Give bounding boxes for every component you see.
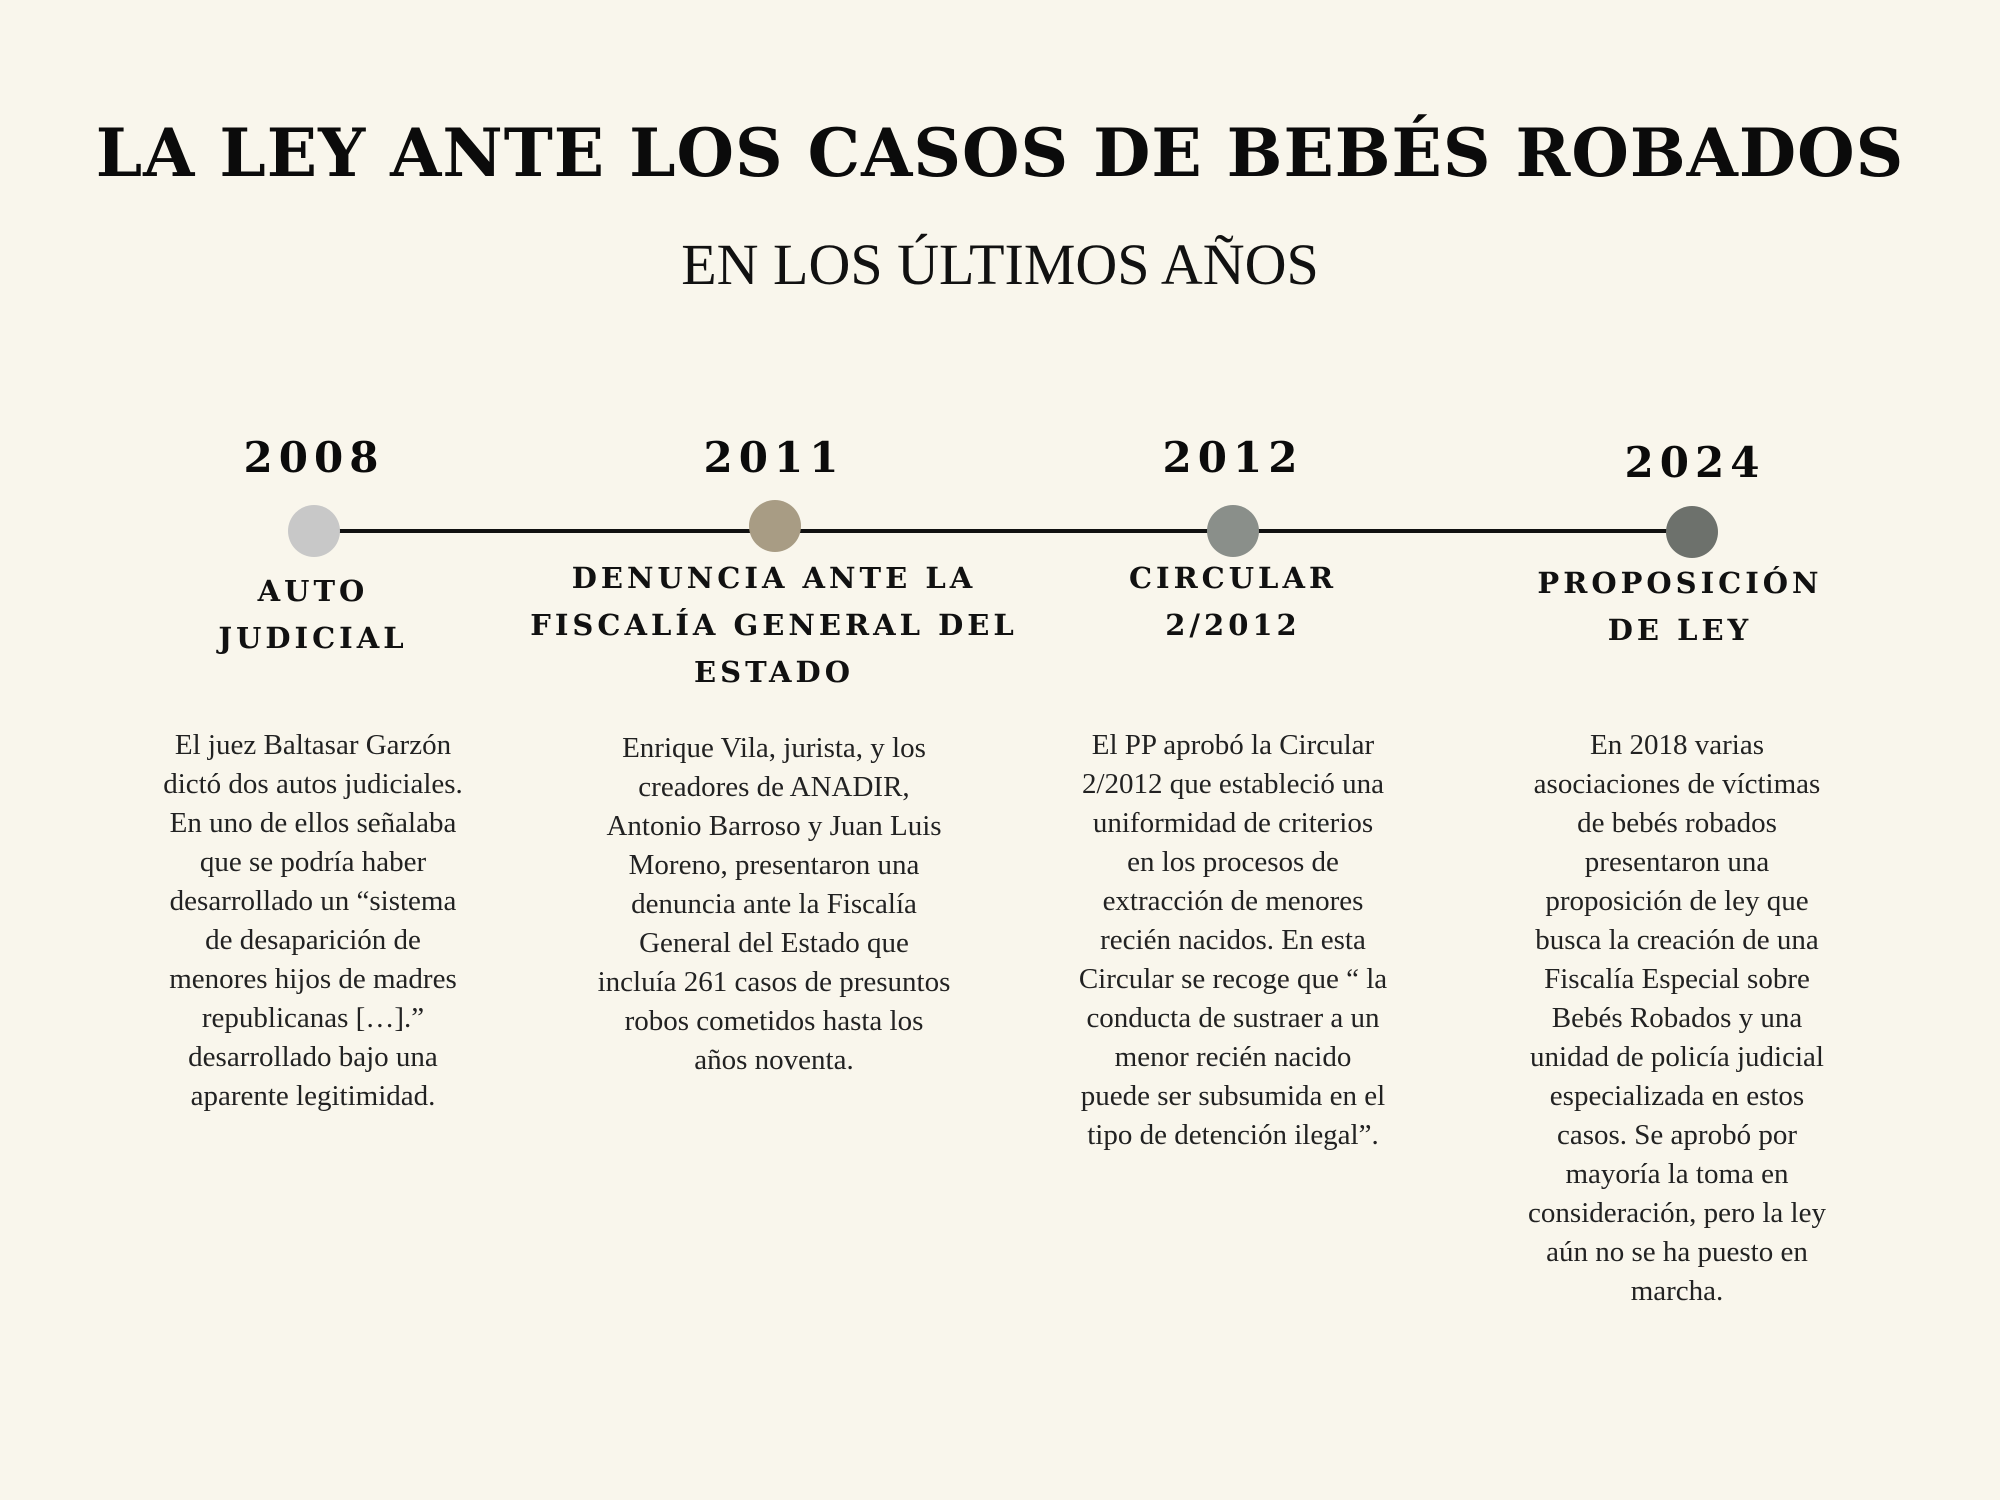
description-line: menores hijos de madres [169,963,457,995]
description-line: En 2018 varias [1590,729,1764,761]
description-line: años noventa. [694,1044,854,1076]
event-heading-line: ESTADO [694,655,854,689]
event-heading-line: AUTO [257,574,369,608]
description-line: Enrique Vila, jurista, y los [622,732,926,764]
event-heading [1505,560,1855,654]
event-description [559,729,989,1080]
description-line: extracción de menores [1102,885,1364,917]
description-line: El juez Baltasar Garzón [174,729,452,761]
description-line: General del Estado que [639,927,909,959]
timeline-line [313,529,1693,533]
description-line: uniformidad de criterios [1092,807,1374,839]
event-heading-line: JUDICIAL [218,621,408,655]
event-heading [514,555,1034,696]
description-line: presentaron una [1584,846,1770,878]
description-line: dictó dos autos judiciales. [163,768,463,800]
description-line: marcha. [1630,1275,1724,1307]
description-line: Bebés Robados y una [1551,1002,1803,1034]
timeline-dot [288,505,340,557]
event-heading-line: PROPOSICIÓN [1537,566,1823,600]
event-heading-line: CIRCULAR [1128,561,1338,595]
description-line: busca la creación de una [1535,924,1819,956]
event-heading-line: 2/2012 [1165,608,1301,642]
description-line: Fiscalía Especial sobre [1544,963,1810,995]
event-year: 2008 [243,433,385,482]
description-line: aún no se ha puesto en [1546,1236,1808,1268]
description-line: Antonio Barroso y Juan Luis [606,810,942,842]
description-line: incluía 261 casos de presuntos [597,966,951,998]
description-line: desarrollado bajo una [188,1041,438,1073]
description-line: mayoría la toma en [1565,1158,1789,1190]
page-title: LA LEY ANTE LOS CASOS DE BEBÉS ROBADOS [95,114,1905,192]
description-line: aparente legitimidad. [190,1080,436,1112]
timeline-dot [1207,505,1259,557]
event-heading-line: FISCALÍA GENERAL DEL [530,608,1018,642]
description-line: especializada en estos [1549,1080,1805,1112]
description-line: casos. Se aprobó por [1556,1119,1797,1151]
description-line: conducta de sustraer a un [1086,1002,1380,1034]
description-line: republicanas […].” [201,1002,425,1034]
description-line: puede ser subsumida en el [1080,1080,1386,1112]
event-heading [1083,555,1383,649]
description-line: unidad de policía judicial [1530,1041,1824,1073]
event-year: 2011 [703,433,845,482]
description-line: En uno de ellos señalaba [169,807,457,839]
page-subtitle: EN LOS ÚLTIMOS AÑOS [681,232,1319,297]
description-line: consideración, pero la ley [1528,1197,1826,1229]
description-line: de desaparición de [205,924,421,956]
description-line: Moreno, presentaron una [628,849,920,881]
description-line: menor recién nacido [1114,1041,1352,1073]
description-line: que se podría haber [199,846,427,878]
event-description [113,726,513,1116]
event-year: 2012 [1162,433,1304,482]
description-line: creadores de ANADIR, [638,771,910,803]
event-heading-line: DENUNCIA ANTE LA [571,561,977,595]
description-line: proposición de ley que [1545,885,1809,917]
description-line: en los procesos de [1127,846,1339,878]
description-line: denuncia ante la Fiscalía [631,888,917,920]
description-line: desarrollado un “sistema [169,885,457,917]
event-heading [163,568,463,662]
description-line: 2/2012 que estableció una [1082,768,1384,800]
description-line: asociaciones de víctimas [1533,768,1821,800]
description-line: recién nacidos. En esta [1100,924,1366,956]
description-line: de bebés robados [1577,807,1777,839]
description-line: El PP aprobó la Circular [1091,729,1375,761]
description-line: robos cometidos hasta los [624,1005,924,1037]
event-heading-line: DE LEY [1607,613,1753,647]
event-year: 2024 [1624,438,1766,487]
timeline-dot [749,500,801,552]
description-line: tipo de detención ilegal”. [1087,1119,1379,1151]
event-description [1033,726,1433,1155]
description-line: Circular se recoge que “ la [1078,963,1388,995]
event-description [1477,726,1877,1311]
timeline-dot [1666,506,1718,558]
